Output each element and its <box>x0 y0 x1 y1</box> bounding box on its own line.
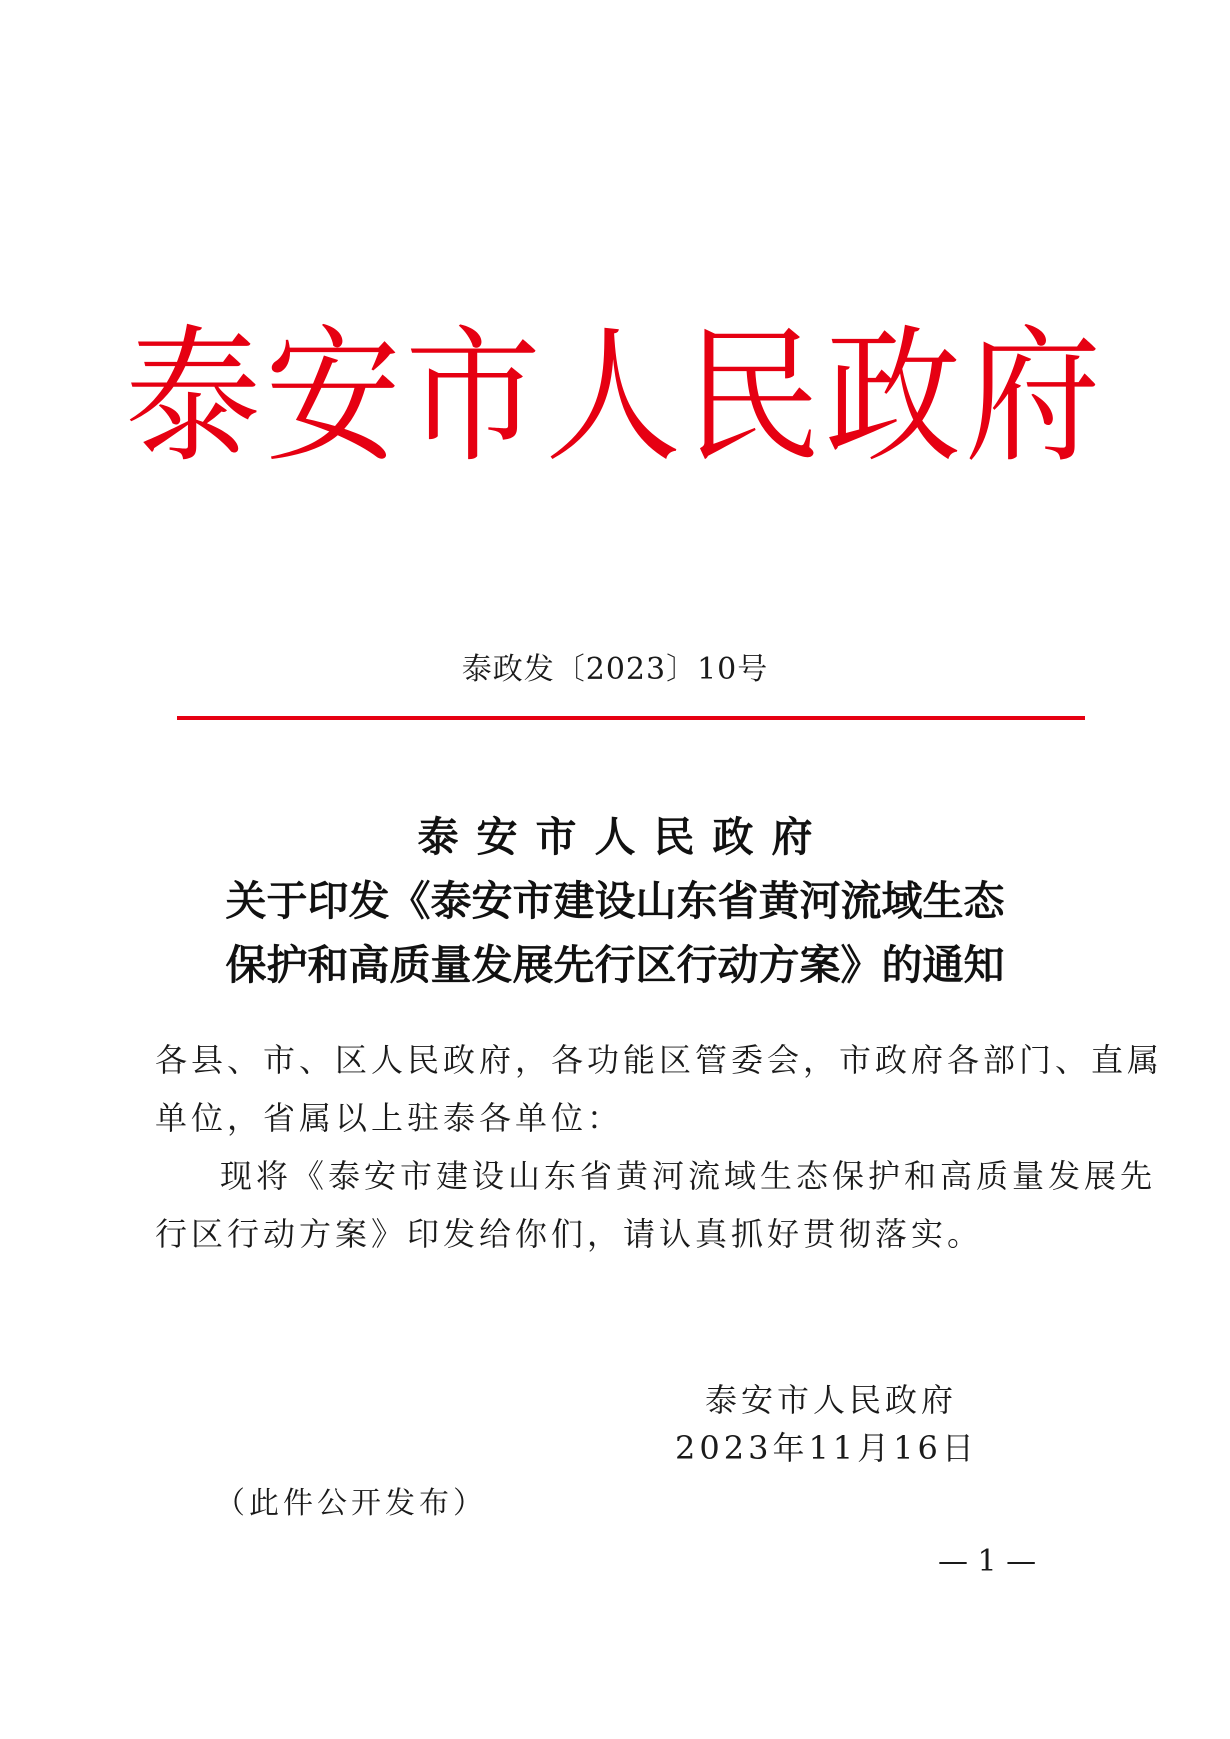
issuer-masthead: 泰安市人民政府 <box>125 312 1105 484</box>
recipients-line-2: 单位，省属以上驻泰各单位： <box>155 1099 624 1137</box>
content-line-1: 现将《泰安市建设山东省黄河流域生态保护和高质量发展先 <box>220 1157 1157 1195</box>
signature-date: 2023年11月16日 <box>675 1429 978 1467</box>
document-number: 泰政发〔2023〕10号 <box>461 652 769 687</box>
red-separator-line <box>177 716 1085 720</box>
public-release-note: （此件公开发布） <box>215 1486 487 1521</box>
page-number: — 1 — <box>938 1544 1037 1579</box>
recipients-line-1: 各县、市、区人民政府，各功能区管委会，市政府各部门、直属 <box>155 1041 1164 1079</box>
signature-organization: 泰安市人民政府 <box>705 1381 958 1419</box>
content-line-2: 行区行动方案》印发给你们，请认真抓好贯彻落实。 <box>155 1215 984 1253</box>
title-line-3: 保护和高质量发展先行区行动方案》的通知 <box>225 941 1005 989</box>
title-line-2: 关于印发《泰安市建设山东省黄河流域生态 <box>225 877 1005 925</box>
title-line-issuer: 泰安市人民政府 <box>417 813 831 861</box>
